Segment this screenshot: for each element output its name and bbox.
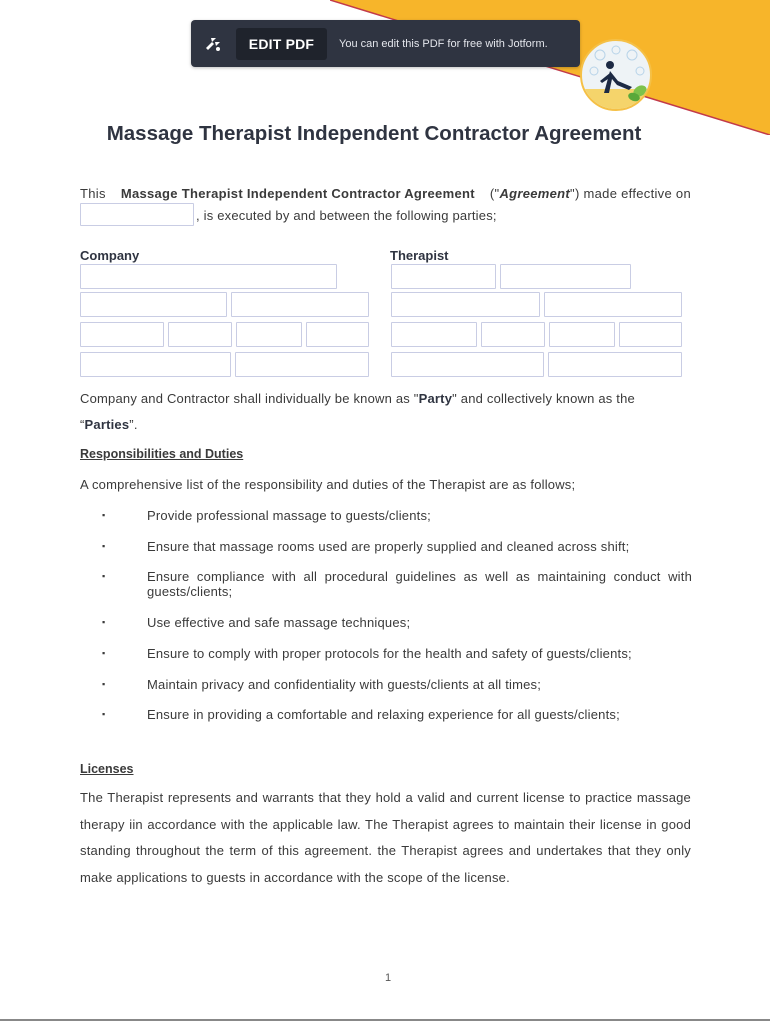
duty-text: Ensure to comply with proper protocols for the health and safety of guests/clients; <box>147 646 632 661</box>
duty-text: Ensure compliance with all procedural guidelines as well as maintaining conduct with guests/clients; <box>147 569 692 599</box>
bullet-icon: ▪ <box>102 679 106 689</box>
intro-paragraph <box>80 186 691 201</box>
company-address-field[interactable] <box>80 292 227 317</box>
therapist-heading: Therapist <box>390 248 449 263</box>
licenses-paragraph: The Therapist represents and warrants that they hold a valid and current license to practice massage therapy iin accordance with the applicable law. The Therapist agrees to maintain their license in good standing throughout the term of this agreement. the Therapist agrees and undertakes that they only make applications to guests in accordance with the scope of the license. <box>80 790 691 885</box>
parties-text-a: Company and Contractor shall individually be known as " <box>80 391 419 406</box>
company-country-field[interactable] <box>306 322 369 347</box>
effective-date-field[interactable] <box>80 203 194 226</box>
therapist-zip-field[interactable] <box>549 322 615 347</box>
duty-text: Ensure in providing a comfortable and relaxing experience for all guests/clients; <box>147 707 620 722</box>
licenses-heading: Licenses <box>80 762 134 776</box>
therapist-address-field[interactable] <box>391 292 540 317</box>
intro-agreement-name: Massage Therapist Independent Contractor Agreement <box>120 186 475 201</box>
duty-text: Maintain privacy and confidentiality with guests/clients at all times; <box>147 677 542 692</box>
therapist-phone-field[interactable] <box>391 352 544 377</box>
therapist-address-line2-field[interactable] <box>544 292 682 317</box>
list-item <box>100 508 692 523</box>
jotform-logo-icon <box>202 33 224 55</box>
bullet-icon: ▪ <box>102 617 106 627</box>
intro-agreement-short-wrap <box>490 186 691 201</box>
intro-line-2 <box>80 203 497 226</box>
intro-continuation: , is executed by and between the following parties; <box>196 208 497 223</box>
company-state-field[interactable] <box>168 322 232 347</box>
duty-text: Use effective and safe massage techniques; <box>147 615 411 630</box>
page-number: 1 <box>384 972 392 984</box>
responsibilities-intro: A comprehensive list of the responsibility and duties of the Therapist are as follows; <box>80 477 576 492</box>
duty-text: Ensure that massage rooms used are properly supplied and cleaned across shift; <box>147 539 630 554</box>
document-title: Massage Therapist Independent Contractor Agreement <box>106 122 642 145</box>
page-divider <box>0 1019 770 1021</box>
company-email-field[interactable] <box>235 352 369 377</box>
therapist-email-field[interactable] <box>548 352 682 377</box>
company-zip-field[interactable] <box>236 322 302 347</box>
duty-text: Provide professional massage to guests/clients; <box>147 508 431 523</box>
party-word: Party <box>418 391 453 406</box>
edit-pdf-button[interactable]: EDIT PDF <box>236 28 327 60</box>
intro-lead: This <box>80 186 106 201</box>
therapist-city-field[interactable] <box>391 322 477 347</box>
therapist-last-name-field[interactable] <box>500 264 631 289</box>
massage-logo-image <box>580 39 652 111</box>
edit-pdf-banner <box>191 20 580 67</box>
bullet-icon: ▪ <box>102 541 106 551</box>
bullet-icon: ▪ <box>102 648 106 658</box>
quote-close: ") made effective on <box>570 186 691 201</box>
company-city-field[interactable] <box>80 322 164 347</box>
list-item <box>100 646 692 661</box>
parties-paragraph <box>80 386 680 438</box>
company-phone-field[interactable] <box>80 352 231 377</box>
parties-text-d: ”. <box>129 417 138 432</box>
parties-word: Parties <box>84 417 130 432</box>
company-heading: Company <box>80 248 140 263</box>
list-item <box>100 539 692 554</box>
list-item <box>100 707 692 722</box>
therapist-first-name-field[interactable] <box>391 264 496 289</box>
company-name-field[interactable] <box>80 264 337 289</box>
parties-text-c: “ <box>80 417 85 432</box>
intro-agreement-short: Agreement <box>499 186 571 201</box>
list-item <box>100 615 692 630</box>
bullet-icon: ▪ <box>102 510 106 520</box>
banner-message: You can edit this PDF for free with Jotform. <box>339 37 548 50</box>
bullet-icon: ▪ <box>102 571 106 581</box>
quote-open: (" <box>489 186 500 201</box>
list-item <box>100 677 692 692</box>
parties-text-b: " and collectively known as the <box>452 391 635 406</box>
company-address-line2-field[interactable] <box>231 292 369 317</box>
responsibilities-heading: Responsibilities and Duties <box>80 447 244 461</box>
therapist-country-field[interactable] <box>619 322 682 347</box>
list-item <box>100 569 692 599</box>
therapist-state-field[interactable] <box>481 322 545 347</box>
bullet-icon: ▪ <box>102 709 106 719</box>
